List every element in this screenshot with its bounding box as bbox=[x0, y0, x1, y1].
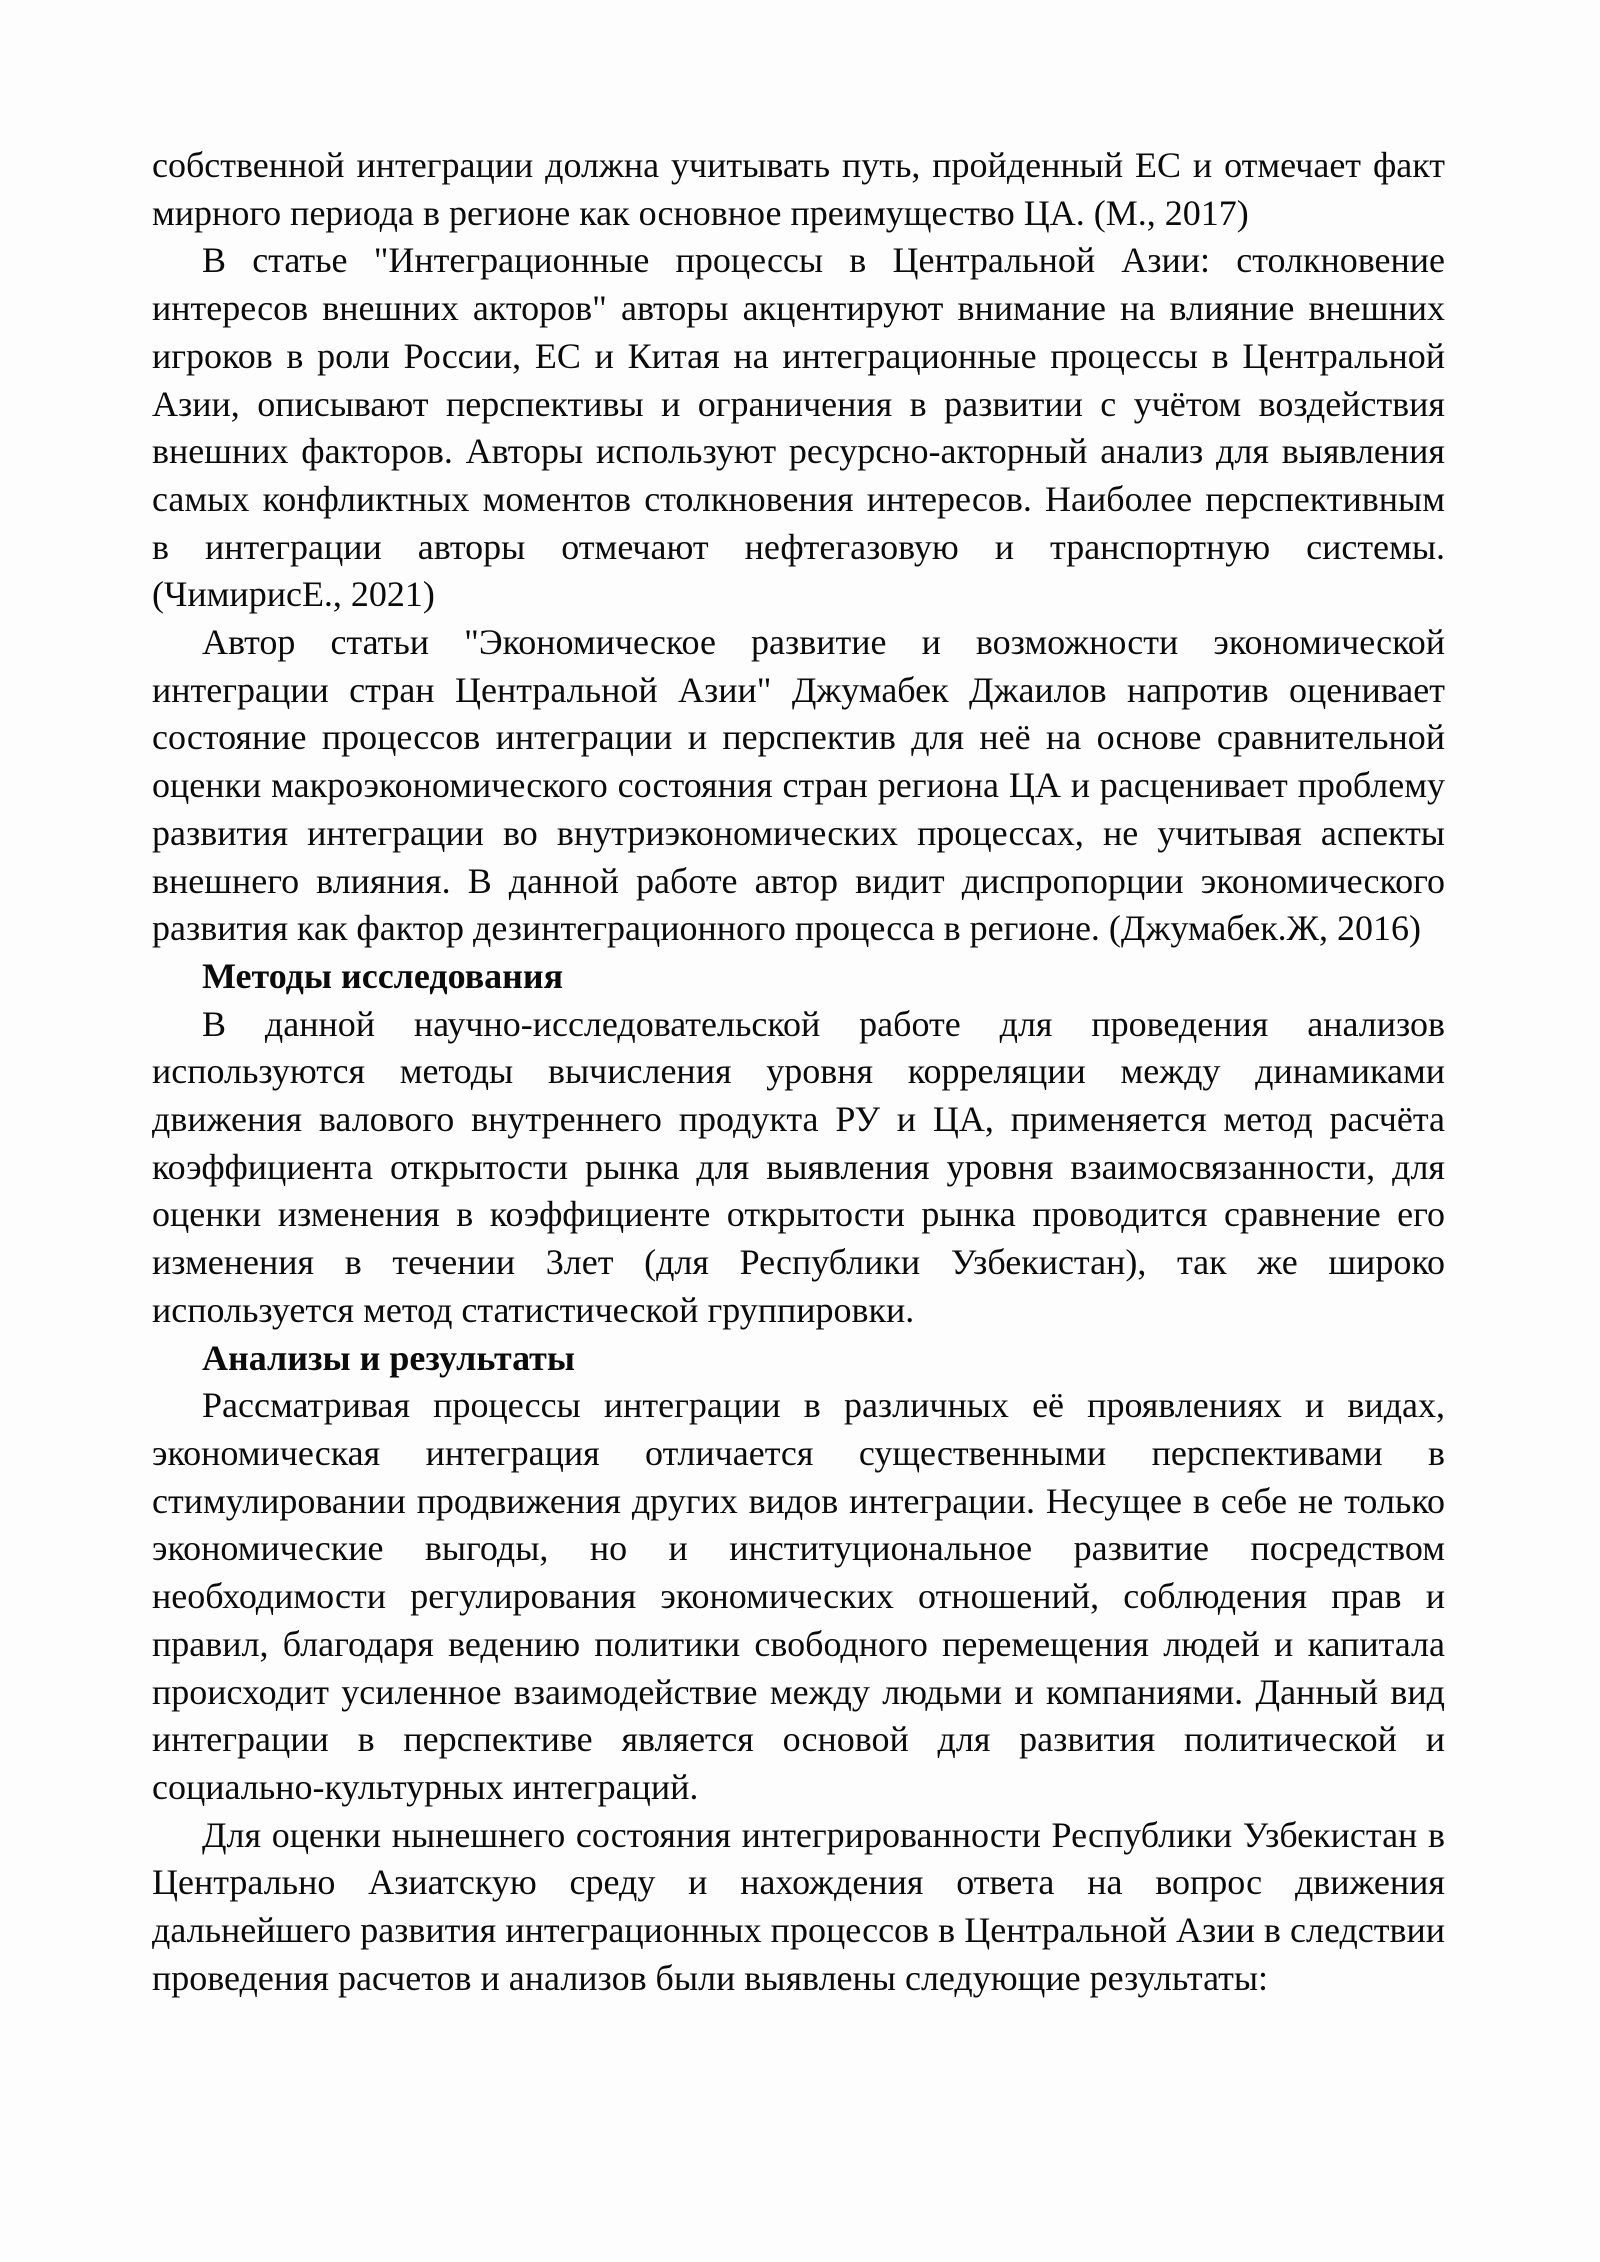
paragraph: собственной интеграции должна учитывать путь, пройденный ЕС и отмечает факт мирного периода в регионе как основное преимущество ЦА. (М., 2017) bbox=[152, 145, 1445, 233]
paragraph: В данной научно-исследовательской работе для проведения анализов используются методы вычисления уровня корреляции между динамиками движения валового внутреннего продукта РУ и ЦА, применяется метод расчёта коэффициента открытости рынка для выявления уровня взаимосвязанности, для оценки изменения в коэффициенте открытости рынка проводится сравнение его изменения в течении 3лет (для Республики Узбекистан), так же широко используется метод статистической группировки. bbox=[152, 1003, 1445, 1330]
paragraph: Для оценки нынешнего состояния интегрированности Республики Узбекистан в Центрально Азиатскую среду и нахождения ответа на вопрос движения дальнейшего развития интеграционных процессов в Центральной Азии в следствии проведения расчетов и анализов были выявлены следующие результаты: bbox=[152, 1814, 1445, 1998]
paragraph: В статье "Интеграционные процессы в Центральной Азии: столкновение интересов внешних акторов" авторы акцентируют внимание на влияние внешних игроков в роли России, ЕС и Китая на интеграционные процессы в Центральной Азии, описывают перспективы и ограничения в развитии с учётом воздействия внешних факторов. Авторы используют ресурсно-акторный анализ для выявления самых конфликтных моментов столкновения интересов. Наиболее перспективным в интеграции авторы отмечают нефтегазовую и транспортную системы. (ЧимирисЕ., 2021) bbox=[152, 240, 1445, 615]
section-heading: Анализы и результаты bbox=[202, 1337, 575, 1378]
paragraph: Автор статьи "Экономическое развитие и возможности экономической интеграции стран Центральной Азии" Джумабек Джаилов напротив оценивает состояние процессов интеграции и перспектив для неё на основе сравнительной оценки макроэкономического состояния стран региона ЦА и расценивает проблему развития интеграции во внутриэкономических процессах, не учитывая аспекты внешнего влияния. В данной работе автор видит диспропорции экономического развития как фактор дезинтеграционного процесса в регионе. (Джумабек.Ж, 2016) bbox=[152, 622, 1445, 949]
section-heading: Методы исследования bbox=[202, 955, 564, 996]
text-body bbox=[152, 142, 1445, 2002]
paragraph: Рассматривая процессы интеграции в различных её проявлениях и видах, экономическая интеграция отличается существенными перспективами в стимулировании продвижения других видов интеграции. Несущее в себе не только экономические выгоды, но и институциональное развитие посредством необходимости регулирования экономических отношений, соблюдения прав и правил, благодаря ведению политики свободного перемещения людей и капитала происходит усиленное взаимодействие между людьми и компаниями. Данный вид интеграции в перспективе является основой для развития политической и социально-культурных интеграций. bbox=[152, 1385, 1445, 1807]
